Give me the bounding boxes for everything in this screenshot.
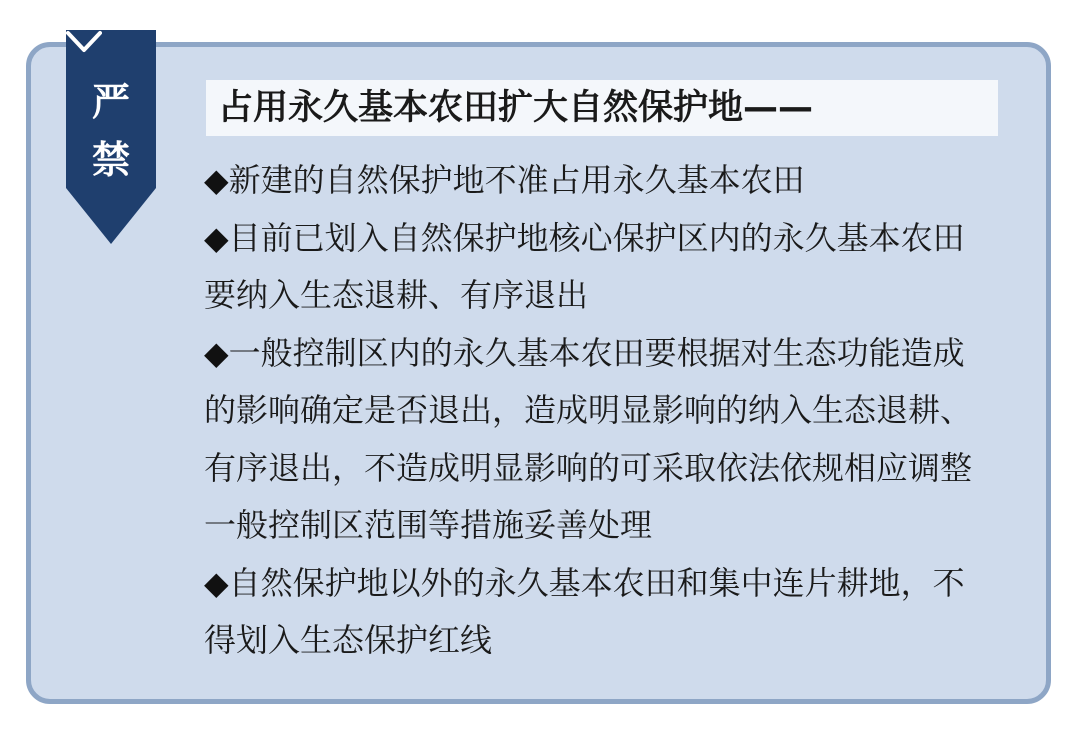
item-line: 新建的自然保护地不准占用永久基本农田 [228,161,805,199]
item-line: 有序退出，不造成明显影响的可采取依法依规相应调整 [204,448,973,487]
diamond-bullet-icon: ◆ [204,563,229,602]
list-item [204,555,1014,670]
item-line: 自然保护地以外的永久基本农田和集中连片耕地，不 [228,563,965,602]
prohibition-ribbon [66,30,156,246]
diamond-bullet-icon: ◆ [204,161,229,199]
heading-title: 占用永久基本农田扩大自然保护地—— [218,88,814,128]
item-line: 得划入生态保护红线 [204,621,493,659]
chevron-down-icon [66,30,102,54]
list-item [204,325,1014,555]
item-line: 要纳入生态退耕、有序退出 [204,276,589,314]
item-line: 的影响确定是否退出，造成明显影响的纳入生态退耕、 [204,391,973,429]
item-line: 目前已划入自然保护地核心保护区内的永久基本农田 [228,218,965,257]
item-line: 一般控制区范围等措施妥善处理 [204,506,653,544]
rules-list [204,152,1014,670]
ribbon-char-1: 严 [91,80,130,124]
list-item [204,210,1014,325]
item-line: 一般控制区内的永久基本农田要根据对生态功能造成 [228,333,965,372]
ribbon-char-2: 禁 [91,138,130,182]
heading-bar [206,80,998,136]
diamond-bullet-icon: ◆ [204,333,229,372]
list-item [204,152,1014,210]
diamond-bullet-icon: ◆ [204,218,229,257]
